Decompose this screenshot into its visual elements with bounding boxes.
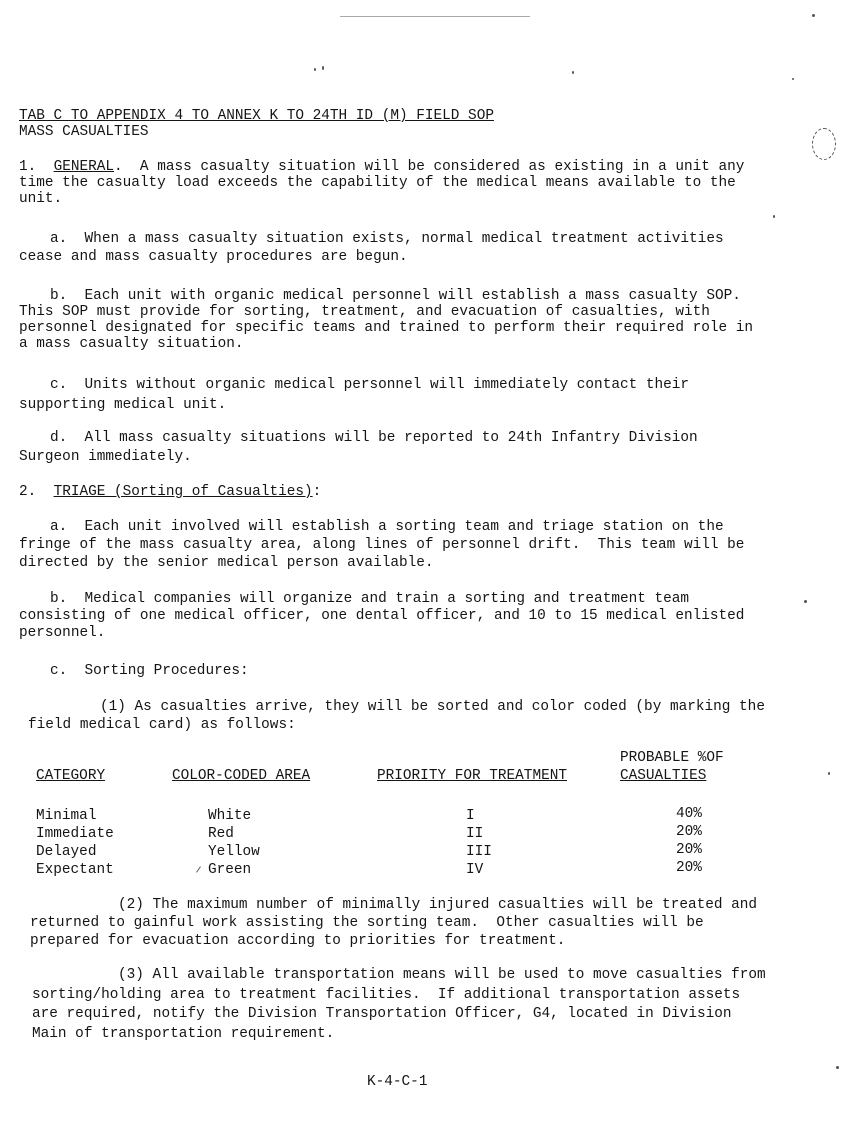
paragraph-line: fringe of the mass casualty area, along lines of personnel drift. This team will be [19,537,745,553]
paragraph-2c [19,663,249,679]
paragraph-line: This SOP must provide for sorting, treatment, and evacuation of casualties, with [19,304,710,320]
document-subtitle: MASS CASUALTIES [19,124,149,140]
cell-color: White [208,808,252,824]
paragraph-line: field medical card) as follows: [28,717,296,733]
cell-color: Green [208,862,252,878]
paragraph-line: (1) As casualties arrive, they will be sorted and color coded (by marking the [100,699,765,715]
paragraph-line: returned to gainful work assisting the sorting team. Other casualties will be [30,915,704,931]
cell-priority: IV [466,862,484,878]
scan-mark [196,866,201,872]
column-header-priority: PRIORITY FOR TREATMENT [377,768,567,784]
paragraph-line: a. Each unit involved will establish a sorting team and triage station on the [50,519,724,535]
cell-color: Yellow [208,844,260,860]
paragraph-line: (2) The maximum number of minimally injured casualties will be treated and [118,897,758,913]
paragraph-line: c. Sorting Procedures: [50,663,249,679]
paragraph-line: sorting/holding area to treatment facilities. If additional transportation assets [32,986,741,1003]
paragraph-2b [19,591,744,642]
paragraph-line: . A mass casualty situation will be considered as existing in a unit any [114,159,745,175]
cell-percent: 40% [676,806,702,822]
paragraph-2c1 [28,698,765,734]
cell-category: Expectant [36,862,114,878]
column-header-category: CATEGORY [36,768,106,784]
paragraph-line: Main of transportation requirement. [32,1025,335,1042]
paragraph-line: supporting medical unit. [19,397,227,413]
paragraph-2c3 [32,966,766,1044]
cell-priority: I [466,808,475,824]
heading-suffix: : [312,484,322,500]
scan-mark [314,68,316,71]
paragraph-line: c. Units without organic medical personnel will immediately contact their [50,377,690,393]
scan-mark [836,1066,839,1069]
page-number: K-4-C-1 [367,1074,428,1090]
paragraph-line: Surgeon immediately. [19,449,192,465]
section-heading: GENERAL [53,159,115,175]
paragraph-2c2 [30,896,757,950]
paragraph-line: time the casualty load exceeds the capability of the medical means available to the [19,175,736,191]
paragraph-line: are required, notify the Division Transportation Officer, G4, located in Division [32,1006,732,1022]
section-number: 1. [19,159,37,175]
paragraph-1d [19,429,698,467]
scan-mark [812,14,815,17]
column-header-percent: PROBABLE %OF [620,750,724,766]
scan-mark [322,66,324,70]
cell-category: Delayed [36,844,97,860]
paragraph-line: b. Each unit with organic medical personnel will establish a mass casualty SOP. [50,288,741,304]
section-1-general [19,159,744,207]
scan-mark [812,128,836,160]
paragraph-1b [19,288,753,352]
paragraph-1a [19,230,724,266]
scan-mark [572,71,574,74]
section-number: 2. [19,484,37,500]
column-header-color: COLOR-CODED AREA [172,768,311,784]
paragraph-line: cease and mass casualty procedures are begun. [19,249,408,265]
paragraph-line: unit. [19,191,63,207]
scan-mark [804,600,807,603]
paragraph-line: (3) All available transportation means will be used to move casualties from [118,967,766,983]
paragraph-2a [19,518,744,572]
page-footer [367,1074,427,1090]
paragraph-line: personnel. [19,625,106,641]
section-2-heading [19,484,321,500]
paragraph-line: d. All mass casualty situations will be reported to 24th Infantry Division [50,430,698,446]
section-heading: TRIAGE (Sorting of Casualties) [53,484,313,500]
scan-mark [773,215,775,218]
cell-percent: 20% [676,824,702,840]
cell-percent: 20% [676,842,702,858]
cell-color: Red [208,826,234,842]
paragraph-line: a mass casualty situation. [19,336,244,352]
cell-category: Immediate [36,826,114,842]
scan-mark [340,16,530,17]
paragraph-line: a. When a mass casualty situation exists, normal medical treatment activities [50,231,724,247]
paragraph-line: prepared for evacuation according to priorities for treatment. [30,933,566,949]
document-header [19,108,494,140]
paragraph-1c [19,375,689,415]
paragraph-line: b. Medical companies will organize and train a sorting and treatment team [50,591,690,607]
cell-priority: II [466,826,484,842]
paragraph-line: personnel designated for specific teams and trained to perform their required role in [19,320,754,336]
cell-percent: 20% [676,860,702,876]
cell-priority: III [466,844,492,860]
tab-title: TAB C TO APPENDIX 4 TO ANNEX K TO 24TH ID (M) FIELD SOP [19,108,494,124]
column-header-percent-2: CASUALTIES [620,768,707,784]
scan-mark [828,772,830,775]
scan-mark [792,78,794,80]
paragraph-line: directed by the senior medical person available. [19,555,434,571]
cell-category: Minimal [36,808,97,824]
paragraph-line: consisting of one medical officer, one dental officer, and 10 to 15 medical enlisted [19,608,745,624]
